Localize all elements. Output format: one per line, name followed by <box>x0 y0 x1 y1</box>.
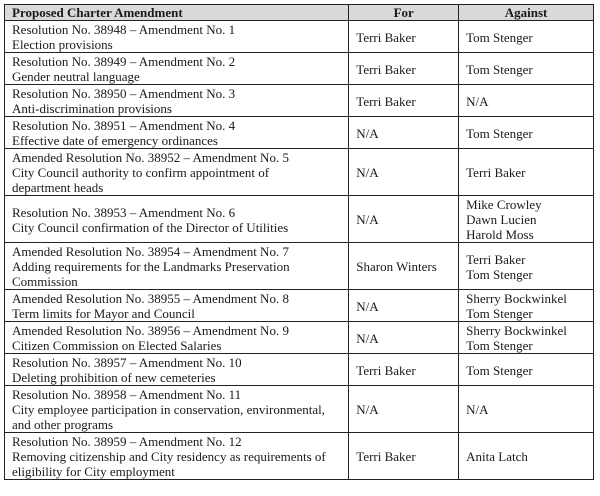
amendment-description: Citizen Commission on Elected Salaries <box>12 338 222 353</box>
amendment-description: City Council authority to confirm appointment of <box>12 165 270 180</box>
for-name: Terri Baker <box>356 362 416 378</box>
for-cell <box>349 354 459 386</box>
for-name: N/A <box>356 165 379 180</box>
charter-amendment-table <box>4 4 594 480</box>
resolution-title: Resolution No. 38948 – Amendment No. 1 <box>12 22 236 37</box>
for-cell <box>349 85 459 117</box>
table-row <box>5 53 594 85</box>
for-name: N/A <box>356 402 379 417</box>
header-row <box>5 5 594 21</box>
resolution-title: Resolution No. 38953 – Amendment No. 6 <box>12 204 236 220</box>
table-row <box>5 354 594 386</box>
table-row <box>5 117 594 149</box>
amendment-cell <box>5 322 349 354</box>
resolution-title: Amended Resolution No. 38956 – Amendment No. 9 <box>12 323 289 338</box>
against-name: Terri Baker <box>466 165 526 180</box>
for-name: Terri Baker <box>356 29 416 45</box>
for-cell <box>349 433 459 480</box>
for-name: N/A <box>356 330 379 346</box>
against-name: Tom Stenger <box>466 306 533 321</box>
table-body <box>5 21 594 480</box>
for-cell <box>349 243 459 290</box>
resolution-title: Resolution No. 38949 – Amendment No. 2 <box>12 54 236 69</box>
for-name: N/A <box>356 212 379 227</box>
for-name: N/A <box>356 125 379 141</box>
against-name: Harold Moss <box>466 227 534 242</box>
table-row <box>5 386 594 433</box>
amendment-cell <box>5 53 349 85</box>
for-cell <box>349 149 459 196</box>
header-against: Against <box>459 5 594 21</box>
against-name: Dawn Lucien <box>466 212 537 227</box>
for-name: Terri Baker <box>356 93 416 109</box>
table-row <box>5 21 594 53</box>
against-cell <box>459 354 594 386</box>
for-cell <box>349 290 459 322</box>
amendment-cell <box>5 85 349 117</box>
against-cell <box>459 386 594 433</box>
amendment-cell <box>5 386 349 433</box>
resolution-title: Amended Resolution No. 38955 – Amendment No. 8 <box>12 291 289 306</box>
against-cell <box>459 53 594 85</box>
table-row <box>5 149 594 196</box>
against-cell <box>459 21 594 53</box>
resolution-title: Resolution No. 38958 – Amendment No. 11 <box>12 387 242 402</box>
against-cell <box>459 322 594 354</box>
amendment-cell <box>5 290 349 322</box>
amendment-description: and other programs <box>12 417 114 432</box>
amendment-cell <box>5 433 349 480</box>
amendment-description: Election provisions <box>12 37 113 52</box>
amendment-description: Removing citizenship and City residency as requirements of <box>12 449 326 464</box>
resolution-title: Resolution No. 38957 – Amendment No. 10 <box>12 355 242 370</box>
amendment-cell <box>5 149 349 196</box>
against-name: Tom Stenger <box>466 125 533 141</box>
for-name: Terri Baker <box>356 449 416 464</box>
amendment-cell <box>5 243 349 290</box>
resolution-title: Resolution No. 38959 – Amendment No. 12 <box>12 434 242 449</box>
against-name: Terri Baker <box>466 251 526 267</box>
against-cell <box>459 196 594 243</box>
against-name: Tom Stenger <box>466 61 533 77</box>
amendment-cell <box>5 196 349 243</box>
amendment-description: Term limits for Mayor and Council <box>12 306 195 321</box>
for-cell <box>349 53 459 85</box>
amendment-description: Adding requirements for the Landmarks Preservation <box>12 259 290 274</box>
amendment-description: department heads <box>12 180 104 195</box>
amendment-description: Commission <box>12 274 78 289</box>
against-name: Anita Latch <box>466 449 528 464</box>
amendment-cell <box>5 21 349 53</box>
for-cell <box>349 196 459 243</box>
for-name: Sharon Winters <box>356 259 437 274</box>
against-name: Tom Stenger <box>466 362 533 378</box>
against-name: Tom Stenger <box>466 266 533 282</box>
against-cell <box>459 117 594 149</box>
header-for: For <box>349 5 459 21</box>
against-name: Tom Stenger <box>466 29 533 45</box>
resolution-title: Amended Resolution No. 38952 – Amendment No. 5 <box>12 150 289 165</box>
against-cell <box>459 290 594 322</box>
against-name: N/A <box>466 402 489 417</box>
amendment-cell <box>5 117 349 149</box>
against-name: Tom Stenger <box>466 338 533 353</box>
table-row <box>5 243 594 290</box>
against-name: N/A <box>466 93 489 109</box>
table-row <box>5 290 594 322</box>
for-cell <box>349 117 459 149</box>
against-name: Mike Crowley <box>466 197 542 212</box>
amendment-description: eligibility for City employment <box>12 464 175 479</box>
table-row <box>5 85 594 117</box>
amendment-cell <box>5 354 349 386</box>
table-row <box>5 433 594 480</box>
against-cell <box>459 243 594 290</box>
table-row <box>5 322 594 354</box>
amendment-description: Effective date of emergency ordinances <box>12 133 218 148</box>
against-cell <box>459 433 594 480</box>
for-name: Terri Baker <box>356 61 416 77</box>
amendment-description: Deleting prohibition of new cemeteries <box>12 370 216 385</box>
for-cell <box>349 322 459 354</box>
amendment-description: Anti-discrimination provisions <box>12 101 172 116</box>
resolution-title: Resolution No. 38951 – Amendment No. 4 <box>12 118 236 133</box>
header-amendment: Proposed Charter Amendment <box>5 5 349 21</box>
against-name: Sherry Bockwinkel <box>466 291 567 306</box>
against-cell <box>459 149 594 196</box>
for-cell <box>349 386 459 433</box>
table-row <box>5 196 594 243</box>
amendment-description: City employee participation in conservation, environmental, <box>12 402 325 417</box>
for-cell <box>349 21 459 53</box>
amendment-description: City Council confirmation of the Director of Utilities <box>12 219 289 235</box>
for-name: N/A <box>356 298 379 314</box>
against-cell <box>459 85 594 117</box>
amendment-description: Gender neutral language <box>12 69 140 84</box>
resolution-title: Resolution No. 38950 – Amendment No. 3 <box>12 86 236 101</box>
against-name: Sherry Bockwinkel <box>466 323 567 338</box>
resolution-title: Amended Resolution No. 38954 – Amendment No. 7 <box>12 244 289 259</box>
